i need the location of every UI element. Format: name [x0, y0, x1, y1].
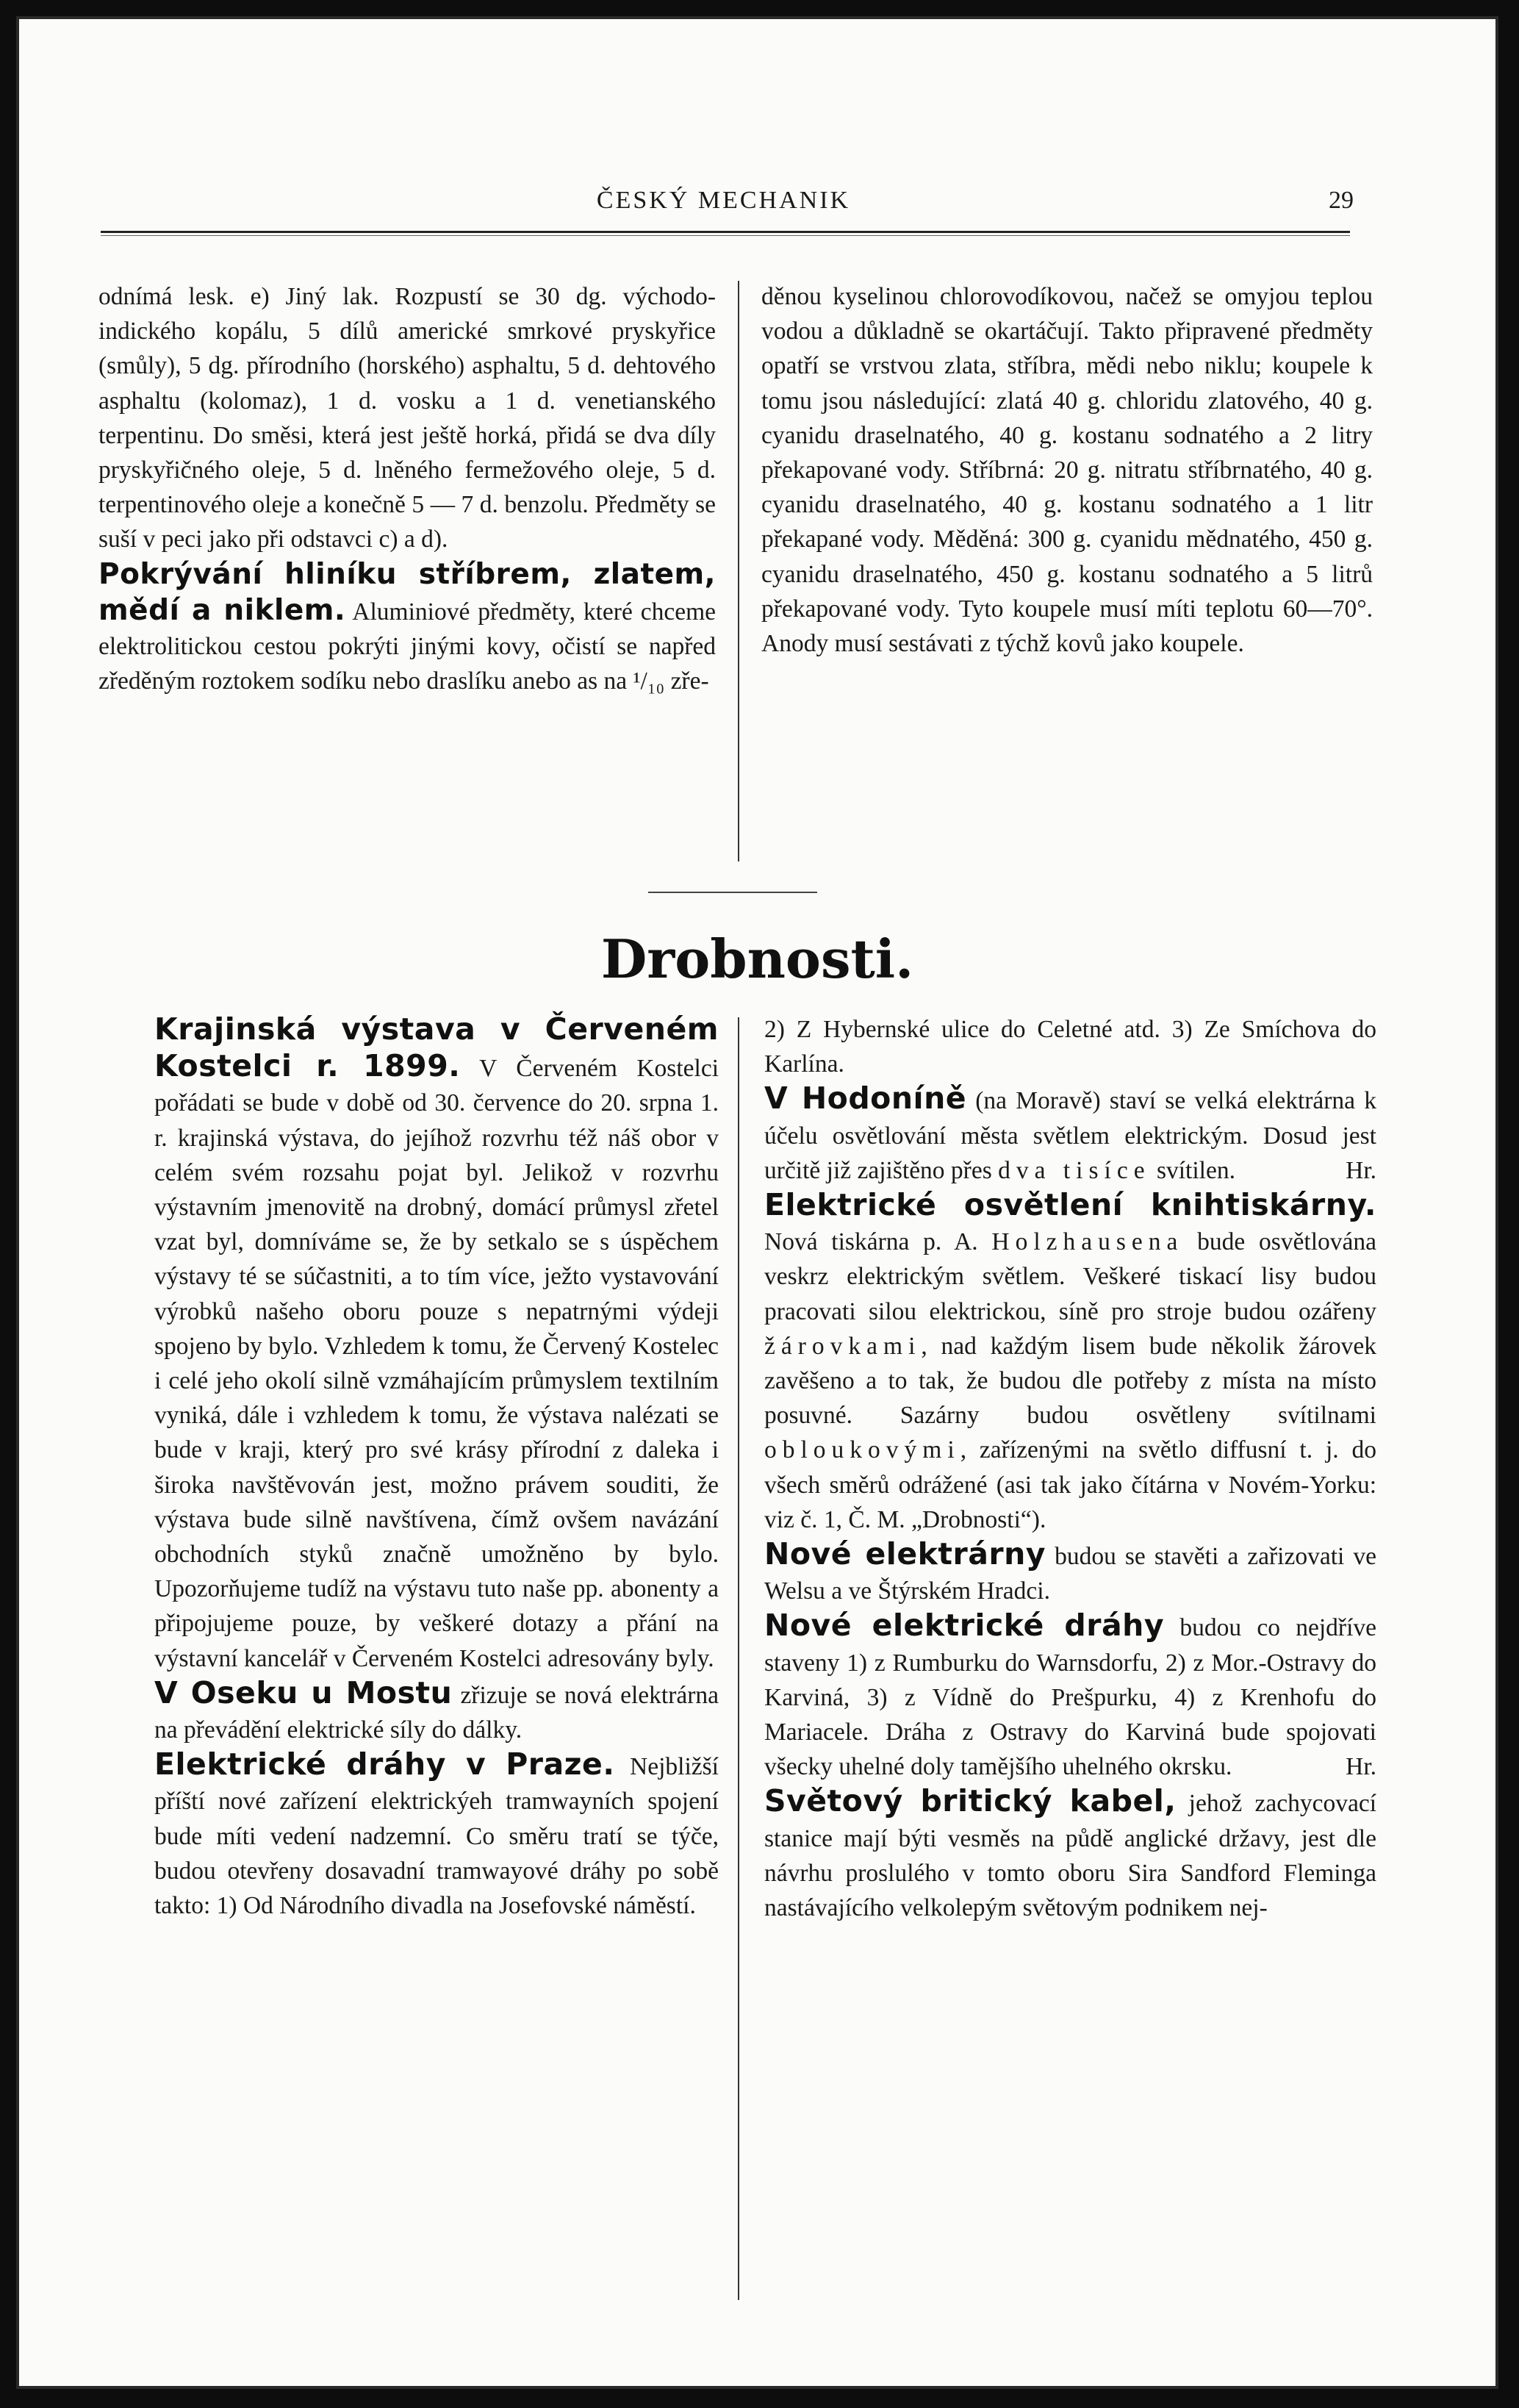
bottom-left-column	[154, 1012, 719, 1923]
heading-osek: V Oseku u Mostu	[154, 1674, 453, 1710]
article-hodonin-tail: svítilen.	[1150, 1156, 1235, 1184]
article-praha-continued: 2) Z Hybernské ulice do Celetné atd. 3) Ze Smíchova do Karlína.	[764, 1016, 1376, 1078]
heading-hodonin-note: (na Moravě)	[966, 1087, 1101, 1115]
heading-drahy: Nové elektrické dráhy	[764, 1608, 1165, 1644]
article-kabel	[764, 1784, 1376, 1925]
article-kabel-text: jehož zachycovací stanice mají býti vesměs na půdě anglické državy, jest dle návrhu proslulého v tomto oboru Sira Sandford Fleminga nastávajícího velkolepým světovým podnikem nej-	[764, 1790, 1376, 1922]
header-rule	[101, 231, 1350, 233]
header-rule-thin	[101, 235, 1350, 236]
paragraph-lak: odnímá lesk. e) Jiný lak. Rozpustí se 30 dg. východo-indického kopálu, 5 dílů americké smrkové pryskyřice (smůly), 5 dg. přírodního (horského) asphaltu, 5 d. dehtového asphaltu (kolomaz), 1 d. vosku a 1 d. venetianského terpentinu. Do směsi, která jest ještě horká, přidá se dva díly pryskyřičného oleje, 5 d. lněného fermežového oleje, 5 d. terpentinového oleje a konečně 5 — 7 d. benzolu. Předměty se suší v peci jako při odstavci c) a d).	[98, 283, 716, 553]
article-kostelec	[154, 1012, 719, 1676]
article-elektrarny	[764, 1537, 1376, 1608]
article-praha-text: Nejbližší příští nové zařízení elektrickýeh tramwayních spojení bude míti vedení nadzemní. Co směru tratí se týče, budou otevřeny dosavadní tramwayové dráhy po sobě takto: 1) Od Národního divadla na Josefovské náměstí.	[154, 1753, 719, 1920]
top-left-column	[98, 279, 716, 698]
article-knihtiskarna	[764, 1188, 1376, 1537]
paragraph-hlinik	[98, 557, 716, 699]
article-hodonin-text: staví se velká elektrárna k účelu osvětlování města světlem elektrickým. Dosud jest určitě již zajištěno přes	[764, 1087, 1376, 1184]
page-number: 29	[1329, 187, 1354, 214]
article-hodonin	[764, 1081, 1376, 1188]
article-drahy-text: budou co nejdříve staveny 1) z Rumburku do Warnsdorfu, 2) z Mor.-Ostravy do Karviná, 3) z Vídně do Prešpurku, 4) z Krenhofu do Mariacele. Dráha z Ostravy do Karviná bude spojovati všecky uhelné doly tamějšího uhelného okrsku.	[764, 1614, 1376, 1781]
paragraph-hlinik-text: Aluminiové předměty, které chceme elektrolitickou cestou pokrýti jinými kovy, očistí se napřed zředěným roztokem sodíku nebo draslíku anebo as na ¹/₁₀ zře-	[98, 598, 716, 695]
spaced-zarovkami: žárovkami	[764, 1332, 922, 1360]
spaced-holzhausena: Holzhausena	[991, 1228, 1184, 1256]
section-title: Drobnosti.	[600, 928, 914, 990]
heading-kostelec: Krajinská výstava v Červeném Kostelci r. 1899.	[154, 1011, 719, 1084]
heading-knihtiskarna: Elektrické osvětlení knihtiskárny.	[764, 1187, 1376, 1223]
top-right-column	[761, 279, 1373, 661]
article-drahy	[764, 1608, 1376, 1784]
running-title: ČESKÝ MECHANIK	[596, 187, 851, 214]
heading-hodonin: V Hodoníně	[764, 1081, 967, 1117]
column-divider-top	[738, 281, 739, 861]
column-divider-bottom	[738, 1017, 739, 2300]
article-elektrarny-text: budou se stavěti a zařizovati ve Welsu a ve Štýrském Hradci.	[764, 1543, 1376, 1605]
section-separator	[648, 892, 817, 893]
article-knihtiskarna-a: Nová tiskárna p. A.	[764, 1228, 992, 1256]
spaced-obloukovymi: obloukovými	[764, 1436, 960, 1464]
signature-hr-2: Hr.	[1346, 1753, 1376, 1781]
article-knihtiskarna-c: , nad každým lisem bude několik žárovek zavěšeno a to tak, že budou dle potřeby z místa na místo posuvné. Sazárny budou osvětleny svítilnami	[764, 1332, 1376, 1430]
spaced-dva-tisice: dva tisíce	[998, 1156, 1151, 1184]
article-osek-text: zřizuje se nová elektrárna na převádění elektrické síly do dálky.	[154, 1681, 719, 1744]
article-knihtiskarna-d: , zařízenými na světlo diffusní t. j. do všech směrů odrážené (asi tak jako čítárna v Novém-Yorku: viz č. 1, Č. M. „Drobnosti“).	[764, 1436, 1376, 1533]
bottom-right-column	[764, 1012, 1376, 1925]
article-praha	[154, 1747, 719, 1923]
article-kostelec-text: V Červeném Kostelci pořádati se bude v době od 30. července do 20. srpna 1. r. krajinská výstava, do jejíhož rozvrhu též náš obor v celém svém rozsahu pojat byl. Jelikož v rozvrhu výstavním jmenovitě na drobný, domácí průmysl zřetel vzat byl, domníváme se, že by setkalo se s úspěchem výstavy té se súčastniti, a to tím více, ježto vystavování výrobků našeho oboru pouze s nepatrnými výdeji spojeno by bylo. Vzhledem k tomu, že Červený Kostelec i celé jeho okolí silně vzmáhajícím průmyslem textilním vyniká, dále i vzhledem k tomu, že výstava nalézati se bude v kraji, který pro své krásy přírodní z daleka i široka navštěvován jest, možno právem souditi, že výstava bude silně navštívena, čímž ovšem navázání obchodních styků značně umožněno by bylo. Upozorňujeme tudíž na výstavu tuto naše pp. abonenty a připojujeme pouze, by veškeré dotazy a přání na výstavní kancelář v Červeném Kostelci adresovány byly.	[154, 1055, 719, 1672]
heading-praha: Elektrické dráhy v Praze.	[154, 1746, 615, 1782]
article-knihtiskarna-b: bude osvětlována veskrz elektrickým světlem. Veškeré tiskací lisy budou pracovati silou elektrickou, síně pro stroje budou ozářeny	[764, 1228, 1376, 1325]
heading-hlinik: Pokrývání hliníku stříbrem, zlatem, mědí a niklem.	[98, 557, 716, 627]
page	[16, 16, 1498, 2389]
heading-kabel: Světový britický kabel,	[764, 1783, 1177, 1819]
running-header	[101, 187, 1354, 221]
paragraph-koupele: děnou kyselinou chlorovodíkovou, načež se omyjou teplou vodou a důkladně se okartáčují. Takto připravené předměty opatří se vrstvou zlata, stříbra, mědi nebo niklu; koupele k tomu jsou následující: zlatá 40 g. chloridu zlatového, 40 g. cyanidu draselnatého, 40 g. kostanu sodnatého a 2 litry překapované vody. Stříbrná: 20 g. nitratu stříbrnatého, 40 g. cyanidu draselnatého, 40 g. kostanu sodnatého a 1 litr překapané vody. Měděná: 300 g. cyanidu mědnatého, 450 g. cyanidu draselnatého, 450 g. kostanu sodnatého a 5 litrů překapované vody. Tyto koupele musí míti teplotu 60—70°. Anody musí sestávati z týchž kovů jako koupele.	[761, 283, 1373, 658]
article-osek	[154, 1676, 719, 1747]
signature-hr-1: Hr.	[1346, 1156, 1376, 1184]
heading-elektrarny: Nové elektrárny	[764, 1536, 1046, 1572]
